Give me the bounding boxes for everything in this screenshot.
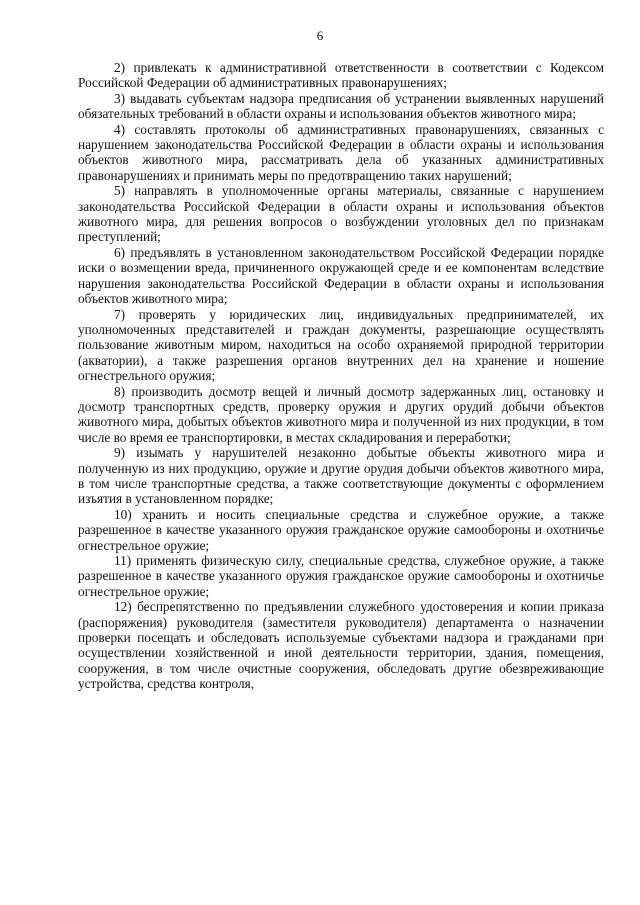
paragraph-item-8: 8) производить досмотр вещей и личный досмотр задержанных лиц, остановку и досмотр транспортных средств, проверку оружия и других орудий добычи объектов животного мира, добытых объектов животного мира и полученной из них продукции, в том числе во время ее транспортировки, в местах складирования и переработки; (78, 383, 604, 445)
paragraph-item-7: 7) проверять у юридических лиц, индивидуальных предпринимателей, их уполномоченных представителей и граждан документы, разрешающие осуществлять пользование животным миром, находиться на особо охраняемой природной территории (акватории), а также разрешения органов внутренних дел на хранение и ношение огнестрельного оружия; (78, 306, 604, 384)
paragraph-item-9: 9) изымать у нарушителей незаконно добытые объекты животного мира и полученную из них продукцию, оружие и другие орудия добычи объектов животного мира, в том числе транспортные средства, а также соответствующие документы с оформлением изъятия в установленном порядке; (78, 445, 604, 507)
paragraph-item-4: 4) составлять протоколы об административных правонарушениях, связанных с нарушением законодательства Российской Федерации в области охраны и использования объектов животного мира, рассматривать дела об указанных административных правонарушениях и принимать меры по предотвращению таких нарушений; (78, 121, 604, 183)
paragraph-item-6: 6) предъявлять в установленном законодательством Российской Федерации порядке иски о возмещении вреда, причиненного окружающей среде и ее компонентам вследствие нарушения законодательства Российской Федерации в области охраны и использования объектов животного мира; (78, 244, 604, 307)
paragraph-item-10: 10) хранить и носить специальные средства и служебное оружие, а также разрешенное в качестве указанного оружия гражданское оружие самообороны и охотничье огнестрельное оружие; (78, 506, 604, 553)
paragraph-item-3: 3) выдавать субъектам надзора предписания об устранении выявленных нарушений обязательных требований в области охраны и использования объектов животного мира; (78, 90, 604, 122)
paragraph-item-2: 2) привлекать к административной ответственности в соответствии с Кодексом Российской Федерации об административных правонарушениях; (78, 60, 604, 91)
document-body (78, 60, 604, 692)
paragraph-item-5: 5) направлять в уполномоченные органы материалы, связанные с нарушением законодательства Российской Федерации в области охраны и использования объектов животного мира, для решения вопросов о возбуждении уголовных дел по признакам преступлений; (78, 183, 604, 245)
page-number: 6 (316, 28, 324, 43)
paragraph-item-11: 11) применять физическую силу, специальные средства, служебное оружие, а также разрешенное в качестве указанного оружия гражданское оружие самообороны и охотничье огнестрельное оружие; (78, 553, 604, 599)
paragraph-item-12: 12) беспрепятственно по предъявлении служебного удостоверения и копии приказа (распоряжения) руководителя (заместителя руководителя) департамента о назначении проверки посещать и обследовать используемые субъектами надзора и гражданами при осуществлении хозяйственной и иной деятельности территории, здания, помещения, сооружения, в том числе очистные сооружения, обследовать другие обезвреживающие устройства, средства контроля, (78, 599, 604, 692)
